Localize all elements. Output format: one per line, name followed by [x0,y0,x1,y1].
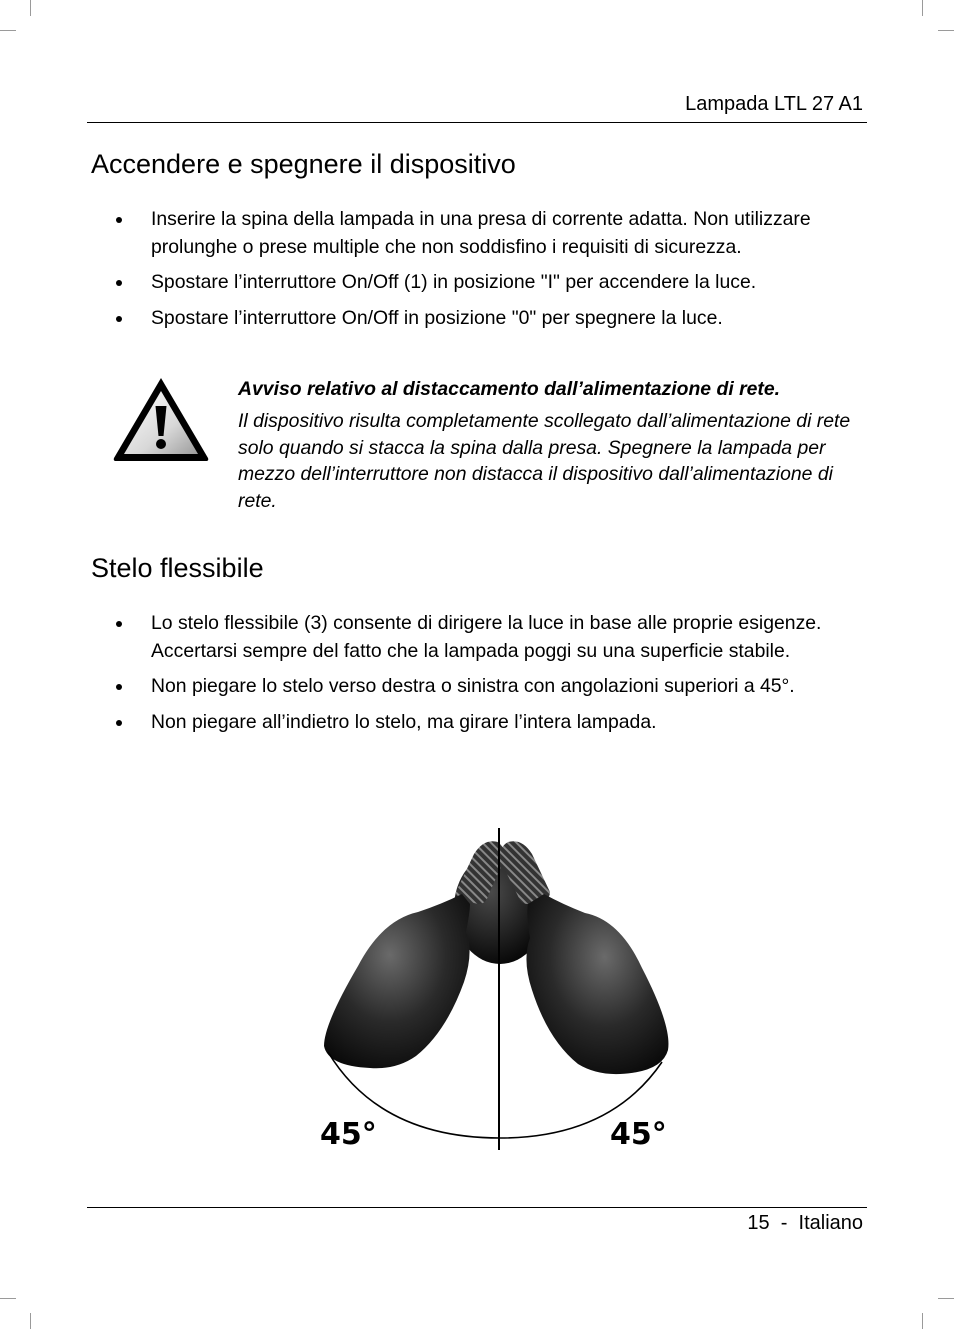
list-item-text: Spostare l’interruttore On/Off in posizione "0" per spegnere la luce. [151,306,723,329]
list-item [113,709,863,737]
right-angle-label: 45° [610,1117,667,1152]
page-header-title: Lampada LTL 27 A1 [685,93,863,115]
header-rule [87,122,867,123]
crop-mark [922,1313,923,1329]
warning-title: Avviso relativo al distaccamento dall’alimentazione di rete. [238,378,781,400]
stem-bullet-list [113,610,863,744]
list-item [113,206,863,261]
warning-triangle-icon [110,374,212,464]
bullet-icon [116,684,122,690]
lamp-bending-figure [300,820,700,1160]
bullet-icon [116,621,122,627]
list-item-text: Inserire la spina della lampada in una presa di corrente adatta. Non utilizzare prolunghe o prese multiple che non soddisfino i requisiti di sicurezza. [151,208,811,258]
crop-mark [922,0,923,16]
crop-mark [0,30,16,31]
bullet-icon [116,720,122,726]
crop-mark [938,1298,954,1299]
section-heading-flexible-stem: Stelo flessibile [91,553,264,583]
crop-mark [938,30,954,31]
list-item [113,610,863,665]
crop-mark [0,1298,16,1299]
crop-mark [30,1313,31,1329]
list-item-text: Non piegare lo stelo verso destra o sinistra con angolazioni superiori a 45°. [151,675,795,697]
left-angle-label: 45° [320,1117,377,1152]
list-item-text: Spostare l’interruttore On/Off (1) in posizione "I" per accendere la luce. [151,271,757,293]
list-item-text: Lo stelo flessibile (3) consente di dirigere la luce in base alle proprie esigenze. Accertarsi sempre del fatto che la lampada poggi su una superficie stabile. [151,612,822,662]
footer-rule [87,1207,867,1208]
list-item [113,269,863,297]
bullet-icon [116,280,122,286]
lamp-right [500,841,669,1074]
crop-mark [30,0,31,16]
list-item-text: Non piegare all’indietro lo stelo, ma girare l’intera lampada. [151,710,657,733]
list-item [113,305,863,333]
page-footer: 15 - Italiano [747,1212,863,1234]
bullet-icon [116,217,122,223]
list-item [113,673,863,701]
section-heading-power: Accendere e spegnere il dispositivo [91,149,516,179]
warning-body: Il dispositivo risulta completamente scollegato dall’alimentazione di rete solo quando si stacca la spina dalla presa. Spegnere la lampada per mezzo dell’interruttore non distacca il dispositivo dall’alimentazione di rete. [238,410,851,512]
power-bullet-list [113,206,863,340]
bullet-icon [116,316,122,322]
